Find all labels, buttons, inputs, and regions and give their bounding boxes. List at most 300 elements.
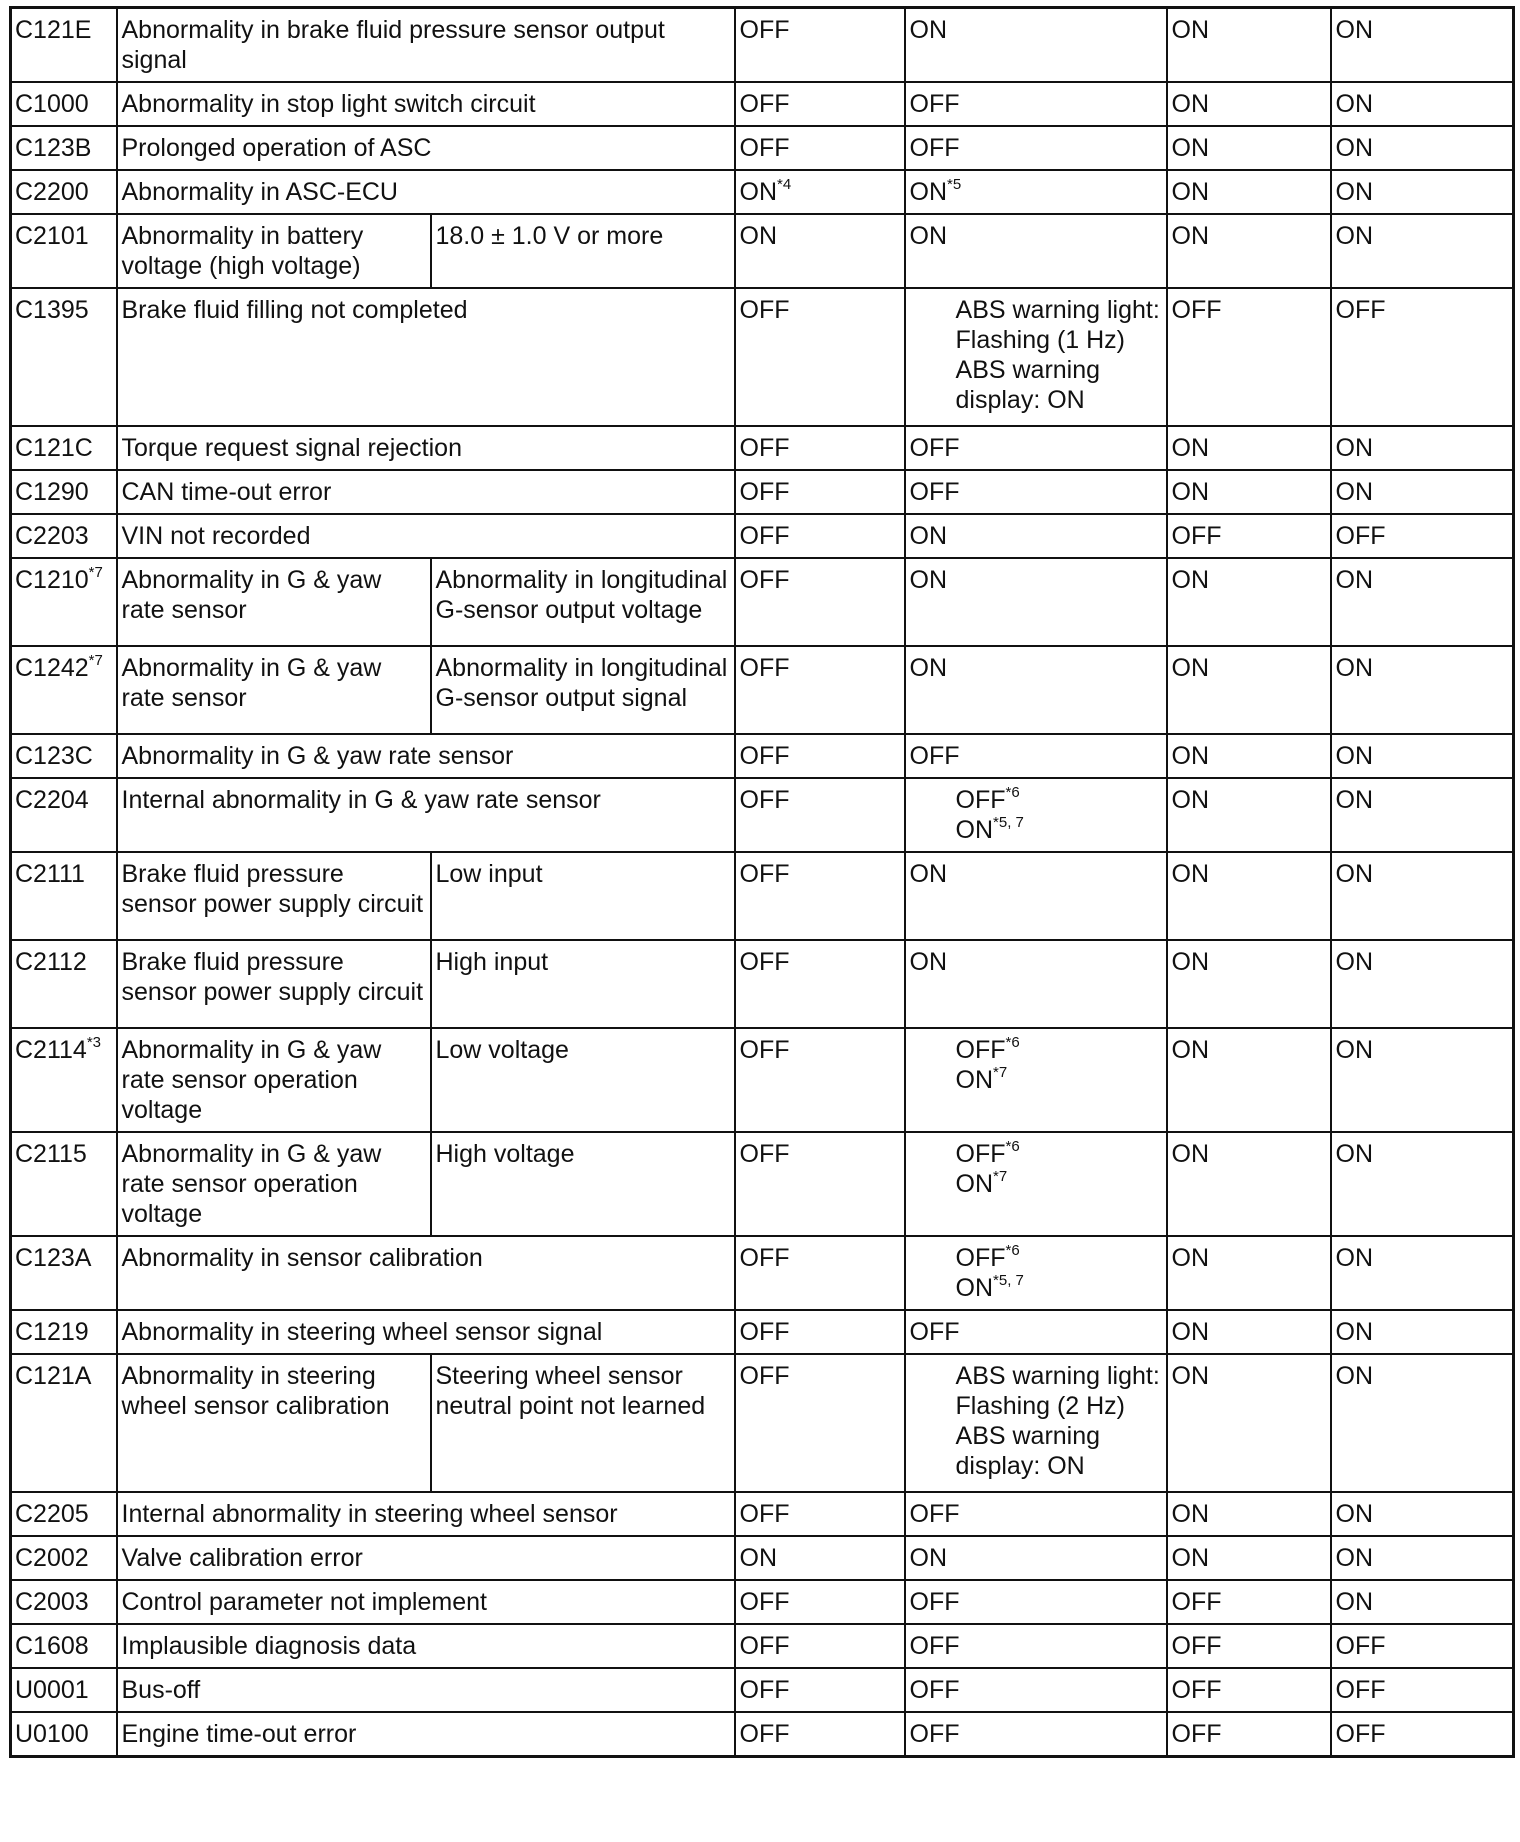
status-value: OFF <box>909 1720 960 1748</box>
status-value: OFF <box>739 522 790 550</box>
dtc-code-cell <box>11 426 117 470</box>
status-line <box>910 1499 1162 1529</box>
status-col-1 <box>735 734 905 778</box>
dtc-code-cell <box>11 1580 117 1624</box>
status-value: ON <box>739 1544 778 1572</box>
table-row <box>11 646 1514 734</box>
dtc-code-cell <box>11 1028 117 1132</box>
dtc-description: Abnormality in sensor calibration <box>117 1236 735 1310</box>
status-col-4: ON <box>1331 1580 1514 1624</box>
dtc-code-footnote: *7 <box>88 563 103 581</box>
dtc-code: C2205 <box>15 1500 89 1528</box>
dtc-code: C1000 <box>15 90 89 118</box>
status-col-1 <box>735 1712 905 1757</box>
status-value: OFF <box>739 478 790 506</box>
dtc-code: C1219 <box>15 1318 89 1346</box>
status-line <box>956 785 1162 815</box>
dtc-code-cell <box>11 214 117 288</box>
dtc-description: CAN time-out error <box>117 470 735 514</box>
status-line <box>956 1035 1162 1065</box>
status-line <box>910 433 1162 463</box>
status-line <box>910 653 1162 683</box>
status-line <box>956 1169 1162 1199</box>
status-col-1 <box>735 1536 905 1580</box>
status-footnote: *6 <box>1005 1241 1020 1259</box>
table-row <box>11 8 1514 83</box>
status-line <box>956 1065 1162 1095</box>
status-col-1 <box>735 288 905 426</box>
table-row <box>11 214 1514 288</box>
dtc-description: Abnormality in G & yaw rate sensor <box>117 558 431 646</box>
status-value: OFF <box>739 1676 790 1704</box>
status-col-4: ON <box>1331 734 1514 778</box>
dtc-code-cell <box>11 646 117 734</box>
status-col-1 <box>735 1028 905 1132</box>
table-row <box>11 1712 1514 1757</box>
status-value: OFF <box>739 742 790 770</box>
status-col-4: ON <box>1331 170 1514 214</box>
dtc-code: C123B <box>15 134 92 162</box>
status-col-2 <box>905 82 1167 126</box>
status-value: OFF <box>739 90 790 118</box>
status-col-3: ON <box>1167 82 1331 126</box>
status-col-3: ON <box>1167 1536 1331 1580</box>
status-col-4: ON <box>1331 470 1514 514</box>
dtc-description: Brake fluid filling not completed <box>117 288 735 426</box>
status-col-4: ON <box>1331 778 1514 852</box>
table-row <box>11 1536 1514 1580</box>
status-col-1 <box>735 1354 905 1492</box>
status-line <box>910 89 1162 119</box>
dtc-code: C2204 <box>15 786 89 814</box>
status-col-3: ON <box>1167 1354 1331 1492</box>
status-col-4: ON <box>1331 940 1514 1028</box>
dtc-description: Abnormality in G & yaw rate sensor <box>117 734 735 778</box>
status-col-3: ON <box>1167 778 1331 852</box>
dtc-description: Abnormality in G & yaw rate sensor <box>117 646 431 734</box>
dtc-code-cell <box>11 514 117 558</box>
status-col-3: ON <box>1167 170 1331 214</box>
status-value: ON <box>739 178 778 206</box>
status-col-4: OFF <box>1331 288 1514 426</box>
status-col-1 <box>735 1668 905 1712</box>
status-col-3: ON <box>1167 1028 1331 1132</box>
dtc-code: C2200 <box>15 178 89 206</box>
table-row <box>11 514 1514 558</box>
dtc-condition: High input <box>431 940 735 1028</box>
dtc-condition: Low input <box>431 852 735 940</box>
status-value: ABS warning display: ON <box>955 356 1101 414</box>
status-value: OFF <box>739 1318 790 1346</box>
dtc-description: Internal abnormality in G & yaw rate sensor <box>117 778 735 852</box>
table-row <box>11 426 1514 470</box>
dtc-code: C1242 <box>15 654 89 682</box>
dtc-condition: Abnormality in longitudinal G-sensor output voltage <box>431 558 735 646</box>
status-value: OFF <box>739 434 790 462</box>
status-col-3: OFF <box>1167 1668 1331 1712</box>
status-line <box>956 815 1162 845</box>
status-col-4: ON <box>1331 1028 1514 1132</box>
status-value: ON <box>909 522 948 550</box>
status-footnote: *5, 7 <box>993 1271 1024 1289</box>
status-line <box>910 741 1162 771</box>
status-col-1 <box>735 778 905 852</box>
dtc-description: Abnormality in G & yaw rate sensor operation voltage <box>117 1132 431 1236</box>
dtc-code: C2112 <box>15 948 87 976</box>
status-col-1 <box>735 514 905 558</box>
status-value: OFF <box>909 1500 960 1528</box>
dtc-description: Implausible diagnosis data <box>117 1624 735 1668</box>
dtc-code: C121A <box>15 1362 92 1390</box>
status-col-2 <box>905 778 1167 852</box>
dtc-code: U0001 <box>15 1676 89 1704</box>
dtc-description: Abnormality in steering wheel sensor signal <box>117 1310 735 1354</box>
status-col-1 <box>735 646 905 734</box>
status-col-2 <box>905 126 1167 170</box>
table-row <box>11 1354 1514 1492</box>
dtc-description: Brake fluid pressure sensor power supply circuit <box>117 940 431 1028</box>
dtc-code-cell <box>11 558 117 646</box>
status-col-2 <box>905 1712 1167 1757</box>
status-value: OFF <box>739 134 790 162</box>
status-col-1 <box>735 170 905 214</box>
status-col-2 <box>905 288 1167 426</box>
status-col-4: ON <box>1331 1536 1514 1580</box>
table-row <box>11 734 1514 778</box>
table-row <box>11 778 1514 852</box>
status-col-1 <box>735 1624 905 1668</box>
status-col-3: ON <box>1167 1236 1331 1310</box>
dtc-description: Valve calibration error <box>117 1536 735 1580</box>
status-line <box>910 947 1162 977</box>
status-col-1 <box>735 1492 905 1536</box>
dtc-code-cell <box>11 170 117 214</box>
dtc-code-footnote: *3 <box>86 1033 102 1051</box>
status-col-2 <box>905 1492 1167 1536</box>
status-footnote: *5 <box>947 175 962 193</box>
status-value: OFF <box>909 742 960 770</box>
dtc-code-cell <box>11 82 117 126</box>
status-line <box>910 133 1162 163</box>
dtc-description: Abnormality in G & yaw rate sensor operation voltage <box>117 1028 431 1132</box>
status-col-2 <box>905 1028 1167 1132</box>
dtc-code: C2002 <box>15 1544 89 1572</box>
status-col-4: ON <box>1331 1132 1514 1236</box>
status-value: OFF <box>909 1318 960 1346</box>
dtc-condition: 18.0 ± 1.0 V or more <box>431 214 735 288</box>
status-line <box>956 1361 1162 1421</box>
status-footnote: *7 <box>993 1167 1008 1185</box>
dtc-description: Engine time-out error <box>117 1712 735 1757</box>
status-value: OFF <box>909 90 960 118</box>
status-line <box>910 1631 1162 1661</box>
status-footnote: *6 <box>1005 1137 1020 1155</box>
dtc-code: C1608 <box>15 1632 89 1660</box>
status-value: OFF <box>739 786 790 814</box>
status-line <box>910 1587 1162 1617</box>
status-col-1 <box>735 82 905 126</box>
status-value: OFF <box>739 1036 790 1064</box>
dtc-code-cell <box>11 1668 117 1712</box>
dtc-code-cell <box>11 288 117 426</box>
status-value: ON <box>909 222 948 250</box>
status-col-2 <box>905 852 1167 940</box>
table-row <box>11 558 1514 646</box>
dtc-description: Abnormality in battery voltage (high voltage) <box>117 214 431 288</box>
status-col-4: ON <box>1331 1492 1514 1536</box>
status-col-1 <box>735 940 905 1028</box>
status-value: ON <box>909 948 948 976</box>
status-col-1 <box>735 126 905 170</box>
status-col-3: ON <box>1167 940 1331 1028</box>
dtc-code-cell <box>11 1354 117 1492</box>
dtc-code: C2115 <box>15 1140 87 1168</box>
status-value: ON <box>955 1170 994 1198</box>
status-line <box>956 355 1162 415</box>
status-col-3: ON <box>1167 214 1331 288</box>
status-col-2 <box>905 1624 1167 1668</box>
status-value: OFF <box>955 1140 1006 1168</box>
status-line <box>956 295 1162 355</box>
dtc-code: C2111 <box>15 860 85 888</box>
table-row <box>11 940 1514 1028</box>
status-value: OFF <box>739 1140 790 1168</box>
status-col-2 <box>905 8 1167 83</box>
status-footnote: *4 <box>777 175 792 193</box>
status-col-3: ON <box>1167 646 1331 734</box>
dtc-description: VIN not recorded <box>117 514 735 558</box>
status-value: ABS warning display: ON <box>955 1422 1101 1480</box>
dtc-code-cell <box>11 940 117 1028</box>
status-line <box>956 1421 1162 1481</box>
status-value: OFF <box>739 948 790 976</box>
dtc-description: Control parameter not implement <box>117 1580 735 1624</box>
status-col-3: OFF <box>1167 1712 1331 1757</box>
status-col-2 <box>905 558 1167 646</box>
status-value: ON <box>955 1066 994 1094</box>
table-row <box>11 1028 1514 1132</box>
status-col-4: ON <box>1331 646 1514 734</box>
status-value: OFF <box>909 478 960 506</box>
status-col-3: OFF <box>1167 514 1331 558</box>
status-line <box>910 477 1162 507</box>
table-row <box>11 288 1514 426</box>
status-col-4: OFF <box>1331 514 1514 558</box>
dtc-code: C121C <box>15 434 93 462</box>
status-col-1 <box>735 852 905 940</box>
status-line <box>910 565 1162 595</box>
status-col-2 <box>905 426 1167 470</box>
table-row <box>11 1132 1514 1236</box>
status-col-3: ON <box>1167 126 1331 170</box>
dtc-description: Abnormality in ASC-ECU <box>117 170 735 214</box>
dtc-code-cell <box>11 734 117 778</box>
status-col-1 <box>735 426 905 470</box>
status-value: OFF <box>955 786 1006 814</box>
status-col-3: OFF <box>1167 288 1331 426</box>
status-footnote: *6 <box>1005 783 1020 801</box>
status-col-2 <box>905 1354 1167 1492</box>
dtc-description: Internal abnormality in steering wheel sensor <box>117 1492 735 1536</box>
dtc-code-cell <box>11 1236 117 1310</box>
dtc-condition: Abnormality in longitudinal G-sensor output signal <box>431 646 735 734</box>
status-col-3: ON <box>1167 734 1331 778</box>
status-col-4: ON <box>1331 558 1514 646</box>
table-row <box>11 82 1514 126</box>
status-col-2 <box>905 470 1167 514</box>
status-value: ON <box>909 566 948 594</box>
table-row <box>11 1668 1514 1712</box>
status-col-2 <box>905 1236 1167 1310</box>
status-col-2 <box>905 1580 1167 1624</box>
dtc-code-cell <box>11 8 117 83</box>
status-value: OFF <box>739 1588 790 1616</box>
dtc-description: Bus-off <box>117 1668 735 1712</box>
dtc-code-cell <box>11 1624 117 1668</box>
status-value: OFF <box>909 1632 960 1660</box>
dtc-code: C123A <box>15 1244 92 1272</box>
status-col-4: ON <box>1331 1310 1514 1354</box>
status-value: OFF <box>955 1244 1006 1272</box>
dtc-description: Abnormality in brake fluid pressure sensor output signal <box>117 8 735 83</box>
status-col-4: ON <box>1331 8 1514 83</box>
dtc-condition: Low voltage <box>431 1028 735 1132</box>
status-value: ABS warning light: Flashing (2 Hz) <box>955 1362 1160 1420</box>
status-line <box>956 1273 1162 1303</box>
status-col-3: ON <box>1167 1310 1331 1354</box>
status-value: ON <box>909 1544 948 1572</box>
status-col-1 <box>735 558 905 646</box>
status-value: OFF <box>739 1244 790 1272</box>
status-value: OFF <box>909 434 960 462</box>
status-value: ON <box>955 816 994 844</box>
table-row <box>11 1624 1514 1668</box>
dtc-code-cell <box>11 126 117 170</box>
status-line <box>910 221 1162 251</box>
status-value: OFF <box>909 134 960 162</box>
table-row <box>11 1580 1514 1624</box>
dtc-table-body <box>11 8 1514 1757</box>
dtc-code: C2003 <box>15 1588 89 1616</box>
dtc-code: C2101 <box>15 222 89 250</box>
status-col-3: ON <box>1167 8 1331 83</box>
status-col-3: ON <box>1167 1132 1331 1236</box>
status-col-2 <box>905 514 1167 558</box>
status-col-4: ON <box>1331 1236 1514 1310</box>
dtc-code: C1290 <box>15 478 89 506</box>
status-line <box>910 1675 1162 1705</box>
status-col-1 <box>735 214 905 288</box>
dtc-code: C1395 <box>15 296 89 324</box>
status-col-3: ON <box>1167 426 1331 470</box>
status-col-3: ON <box>1167 1492 1331 1536</box>
status-col-1 <box>735 1580 905 1624</box>
status-col-1 <box>735 8 905 83</box>
dtc-condition: High voltage <box>431 1132 735 1236</box>
status-footnote: *5, 7 <box>993 813 1024 831</box>
dtc-description: Prolonged operation of ASC <box>117 126 735 170</box>
status-col-4: ON <box>1331 426 1514 470</box>
status-value: OFF <box>739 860 790 888</box>
status-col-2 <box>905 1310 1167 1354</box>
status-line <box>910 15 1162 45</box>
status-value: OFF <box>739 16 790 44</box>
status-col-4: ON <box>1331 852 1514 940</box>
table-row <box>11 1492 1514 1536</box>
dtc-table <box>9 6 1515 1758</box>
table-row <box>11 1236 1514 1310</box>
dtc-code: U0100 <box>15 1720 89 1748</box>
status-col-4: ON <box>1331 82 1514 126</box>
table-row <box>11 852 1514 940</box>
dtc-condition: Steering wheel sensor neutral point not learned <box>431 1354 735 1492</box>
dtc-code-cell <box>11 1536 117 1580</box>
status-col-3: OFF <box>1167 1624 1331 1668</box>
status-col-2 <box>905 940 1167 1028</box>
status-col-1 <box>735 470 905 514</box>
dtc-description: Abnormality in stop light switch circuit <box>117 82 735 126</box>
status-col-3: ON <box>1167 470 1331 514</box>
status-col-1 <box>735 1236 905 1310</box>
dtc-code-cell <box>11 852 117 940</box>
status-col-2 <box>905 1668 1167 1712</box>
status-line <box>910 521 1162 551</box>
table-row <box>11 170 1514 214</box>
dtc-code-cell <box>11 1310 117 1354</box>
status-col-4: OFF <box>1331 1712 1514 1757</box>
table-row <box>11 470 1514 514</box>
status-value: OFF <box>739 654 790 682</box>
status-line <box>910 1543 1162 1573</box>
status-col-4: OFF <box>1331 1668 1514 1712</box>
status-col-2 <box>905 1536 1167 1580</box>
status-value: ABS warning light: Flashing (1 Hz) <box>955 296 1160 354</box>
status-line <box>956 1243 1162 1273</box>
status-col-2 <box>905 170 1167 214</box>
status-value: OFF <box>909 1588 960 1616</box>
status-line <box>910 859 1162 889</box>
status-col-4: OFF <box>1331 1624 1514 1668</box>
status-line <box>910 1719 1162 1749</box>
status-col-4: ON <box>1331 1354 1514 1492</box>
status-col-2 <box>905 646 1167 734</box>
status-line <box>956 1139 1162 1169</box>
dtc-code-footnote: *7 <box>88 651 103 669</box>
status-value: OFF <box>739 1500 790 1528</box>
status-col-3: ON <box>1167 558 1331 646</box>
dtc-code-cell <box>11 1492 117 1536</box>
status-col-4: ON <box>1331 214 1514 288</box>
status-col-4: ON <box>1331 126 1514 170</box>
dtc-description: Brake fluid pressure sensor power supply circuit <box>117 852 431 940</box>
dtc-code: C2114 <box>15 1036 87 1064</box>
status-value: ON <box>909 178 948 206</box>
dtc-code: C1210 <box>15 566 89 594</box>
dtc-description: Torque request signal rejection <box>117 426 735 470</box>
status-col-1 <box>735 1132 905 1236</box>
status-col-3: OFF <box>1167 1580 1331 1624</box>
status-value: OFF <box>955 1036 1006 1064</box>
status-col-2 <box>905 1132 1167 1236</box>
status-line <box>910 1317 1162 1347</box>
dtc-code-cell <box>11 778 117 852</box>
status-value: ON <box>909 654 948 682</box>
status-value: ON <box>909 860 948 888</box>
status-value: OFF <box>739 296 790 324</box>
dtc-code: C123C <box>15 742 93 770</box>
status-col-2 <box>905 214 1167 288</box>
status-col-1 <box>735 1310 905 1354</box>
